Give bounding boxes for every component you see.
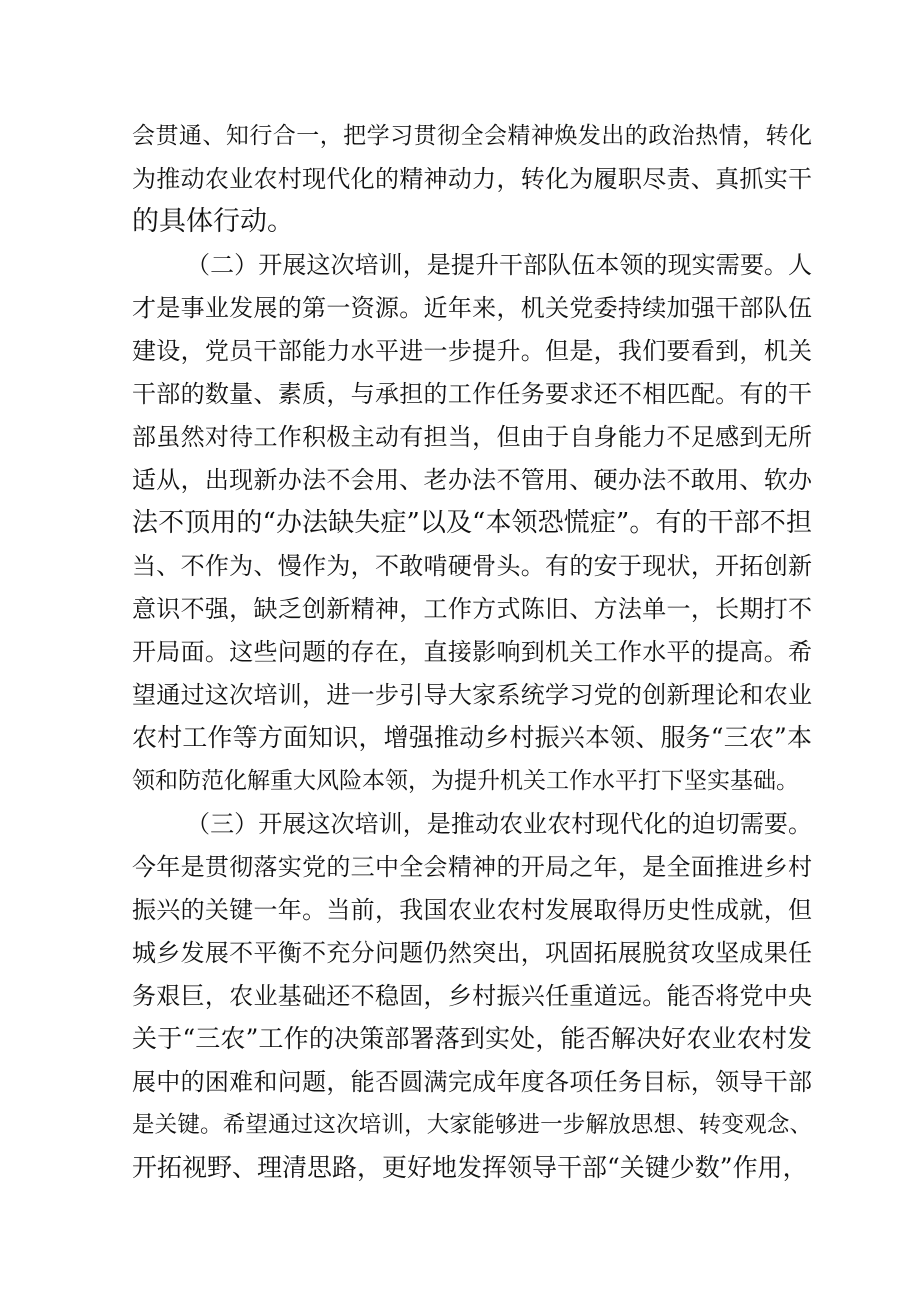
text-line: 是关键。希望通过这次培训，大家能够进一步解放思想、转变观念、 [132, 1112, 812, 1138]
text-line: 部虽然对待工作积极主动有担当，但由于自身能力不足感到无所 [132, 423, 812, 451]
text-line: 法不顶用的“办法缺失症”以及“本领恐慌症”。有的干部不担 [132, 508, 812, 538]
text-line: 领和防范化解重大风险本领，为提升机关工作水平打下坚实基础。 [132, 768, 799, 794]
text-line: 今年是贯彻落实党的三中全会精神的开局之年，是全面推进乡村 [132, 853, 812, 881]
text-line: 会贯通、知行合一，把学习贯彻全会精神焕发出的政治热情，转化 [132, 123, 812, 149]
text-line: 开局面。这些问题的存在，直接影响到机关工作水平的提高。希 [132, 638, 812, 666]
section-heading-line: （三）开展这次培训，是推动农业农村现代化的迫切需要。 [186, 810, 812, 838]
section-heading-line: （二）开展这次培训，是提升干部队伍本领的现实需要。人 [186, 251, 812, 279]
text-line: 开拓视野、理清思路，更好地发挥领导干部“关键少数”作用， [132, 1153, 808, 1182]
text-line: 建设，党员干部能力水平进一步提升。但是，我们要看到，机关 [132, 337, 812, 365]
text-line: 振兴的关键一年。当前，我国农业农村发展取得历史性成就，但 [132, 896, 812, 924]
text-line: 关于“三农”工作的决策部署落到实处，能否解决好农业农村发 [132, 1024, 812, 1053]
text-line: 意识不强，缺乏创新精神，工作方式陈旧、方法单一，长期打不 [132, 595, 812, 623]
text-line: 的具体行动。 [132, 206, 294, 237]
text-line: 干部的数量、素质，与承担的工作任务要求还不相匹配。有的干 [132, 380, 812, 408]
text-line: 农村工作等方面知识，增强推动乡村振兴本领、服务“三农”本 [132, 723, 812, 752]
text-line: 务艰巨，农业基础还不稳固，乡村振兴任重道远。能否将党中央 [132, 982, 812, 1010]
text-line: 当、不作为、慢作为，不敢啃硬骨头。有的安于现状，开拓创新 [132, 552, 812, 580]
text-line: 望通过这次培训，进一步引导大家系统学习党的创新理论和农业 [132, 681, 812, 709]
text-line: 才是事业发展的第一资源。近年来，机关党委持续加强干部队伍 [132, 294, 812, 322]
text-line: 适从，出现新办法不会用、老办法不管用、硬办法不敢用、软办 [132, 466, 812, 494]
text-line: 城乡发展不平衡不充分问题仍然突出，巩固拓展脱贫攻坚成果任 [132, 939, 812, 967]
text-line: 展中的困难和问题，能否圆满完成年度各项任务目标，领导干部 [132, 1068, 812, 1096]
text-line: 为推动农业农村现代化的精神动力，转化为履职尽责、真抓实干 [132, 165, 812, 193]
